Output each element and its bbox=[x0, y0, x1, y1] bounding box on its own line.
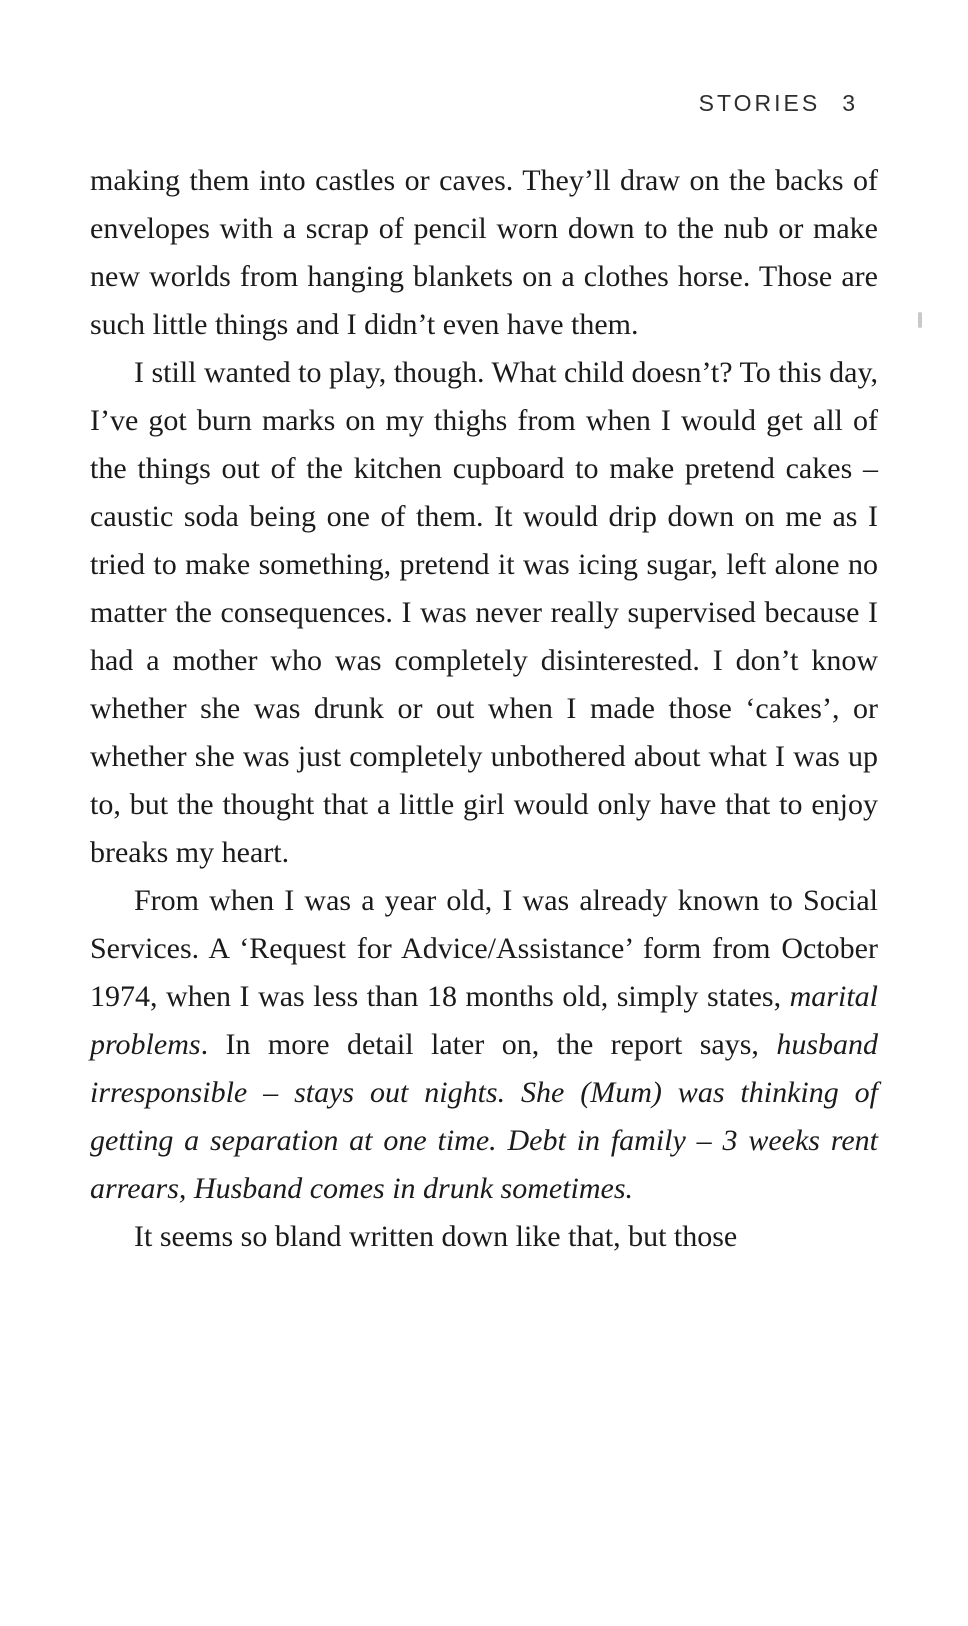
paragraph bbox=[90, 877, 878, 1213]
body-text bbox=[90, 157, 878, 1261]
paragraph bbox=[90, 1213, 878, 1261]
text-run: . In more detail later on, the report says, bbox=[200, 1028, 777, 1061]
page-number: 3 bbox=[842, 90, 856, 116]
scan-artifact-mark bbox=[918, 312, 922, 328]
italic-text-run: marital problems bbox=[90, 980, 878, 1061]
italic-text-run: husband irresponsible – stays out nights. She (Mum) was thinking of getting a separation at one time. Debt in family – 3 weeks rent arrears, Husband comes in drunk sometimes. bbox=[90, 1028, 878, 1205]
running-head-title: STORIES bbox=[698, 90, 821, 116]
text-run: I still wanted to play, though. What child doesn’t? To this day, I’ve got burn marks on my thighs from when I would get all of the things out of the kitchen cupboard to make pretend cakes – caustic soda being one of them. It would drip down on me as I tried to make something, pretend it was icing sugar, left alone no matter the consequences. I was never really supervised because I had a mother who was completely disinterested. I don’t know whether she was drunk or out when I made those ‘cakes’, or whether she was just completely unbothered about what I was up to, but the thought that a little girl would only have that to enjoy breaks my heart. bbox=[90, 356, 878, 869]
text-run: From when I was a year old, I was already known to Social Services. A ‘Request for Advice/Assistance’ form from October 1974, when I was less than 18 months old, simply states, bbox=[90, 884, 878, 1013]
paragraph bbox=[90, 349, 878, 877]
text-run: making them into castles or caves. They’ll draw on the backs of envelopes with a scrap of pencil worn down to the nub or make new worlds from hanging blankets on a clothes horse. Those are such little things and I didn’t even have them. bbox=[90, 164, 878, 341]
running-header bbox=[90, 90, 878, 117]
text-run: It seems so bland written down like that, but those bbox=[134, 1220, 738, 1253]
paragraph bbox=[90, 157, 878, 349]
